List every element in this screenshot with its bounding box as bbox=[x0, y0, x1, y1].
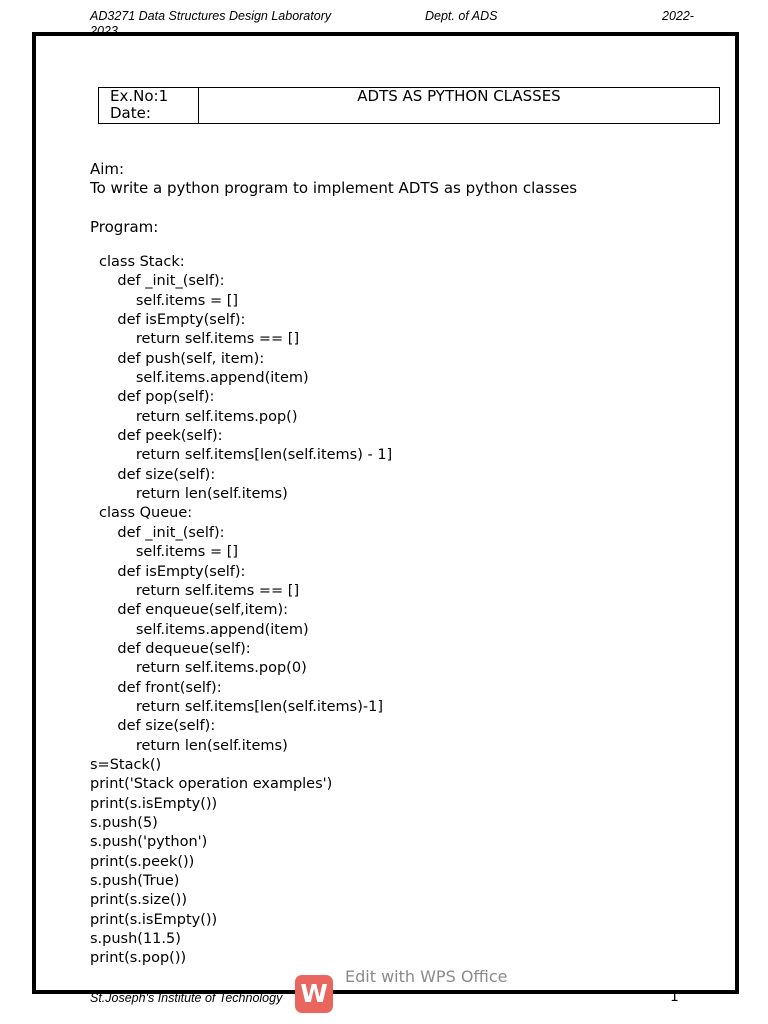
aim-heading: Aim: bbox=[90, 160, 125, 178]
program-heading: Program: bbox=[90, 218, 159, 236]
footer-institute: St.Joseph's Institute of Technology bbox=[90, 991, 283, 1005]
code-line: return len(self.items) bbox=[99, 737, 288, 754]
header-year-overflow: 2023 bbox=[90, 24, 118, 38]
code-line: return self.items == [] bbox=[99, 582, 300, 599]
page-header bbox=[0, 0, 768, 38]
code-line: s.push('python') bbox=[90, 834, 208, 851]
code-line: def _init_(self): bbox=[99, 273, 225, 290]
code-line: print(s.pop()) bbox=[90, 950, 187, 967]
code-line: print(s.isEmpty()) bbox=[90, 911, 218, 928]
code-line: class Queue: bbox=[99, 505, 193, 522]
wps-edit-label: Edit with WPS Office bbox=[345, 967, 508, 986]
code-line: def dequeue(self): bbox=[99, 640, 251, 657]
exercise-meta-cell bbox=[99, 88, 199, 123]
header-department: Dept. of ADS bbox=[425, 9, 498, 23]
exercise-number: Ex.No:1 bbox=[110, 87, 169, 105]
code-line: def isEmpty(self): bbox=[99, 563, 246, 580]
code-line: return self.items[len(self.items)-1] bbox=[99, 698, 383, 715]
wps-edit-link[interactable] bbox=[345, 967, 508, 990]
page-footer bbox=[0, 967, 768, 1024]
code-line: return len(self.items) bbox=[99, 486, 288, 503]
aim-text: To write a python program to implement ADTS as python classes bbox=[90, 179, 578, 197]
code-line: return self.items.pop() bbox=[99, 408, 298, 425]
code-line: s.push(True) bbox=[90, 873, 180, 889]
page-number: 1 bbox=[670, 989, 679, 1005]
code-line: def size(self): bbox=[99, 466, 216, 483]
exercise-info-table bbox=[98, 87, 720, 124]
code-line: s=Stack() bbox=[90, 756, 162, 773]
code-line: print(s.peek()) bbox=[90, 853, 195, 870]
code-line: def pop(self): bbox=[99, 389, 215, 406]
exercise-title: ADTS AS PYTHON CLASSES bbox=[357, 87, 561, 105]
code-line: def enqueue(self,item): bbox=[99, 602, 288, 619]
header-course-title: AD3271 Data Structures Design Laboratory bbox=[90, 9, 332, 23]
code-line: self.items = [] bbox=[99, 544, 239, 561]
code-line: s.push(5) bbox=[90, 814, 158, 831]
wps-logo-icon[interactable]: W bbox=[295, 975, 333, 1013]
code-line: def size(self): bbox=[99, 718, 216, 735]
code-line: self.items.append(item) bbox=[99, 370, 309, 387]
code-line: print(s.size()) bbox=[90, 892, 187, 909]
code-line: class Stack: bbox=[99, 254, 185, 270]
code-line: return self.items.pop(0) bbox=[99, 660, 307, 677]
code-line: return self.items == [] bbox=[99, 331, 300, 348]
code-line: print('Stack operation examples') bbox=[90, 776, 333, 793]
code-line: self.items.append(item) bbox=[99, 621, 309, 638]
code-line: return self.items[len(self.items) - 1] bbox=[99, 447, 393, 464]
code-line: def isEmpty(self): bbox=[99, 312, 246, 329]
exercise-date: Date: bbox=[110, 104, 151, 122]
code-line: def _init_(self): bbox=[99, 524, 225, 541]
header-year: 2022- bbox=[662, 9, 694, 23]
code-line: def push(self, item): bbox=[99, 350, 265, 367]
code-line: def peek(self): bbox=[99, 428, 223, 445]
code-line: def front(self): bbox=[99, 679, 222, 696]
code-line: s.push(11.5) bbox=[90, 931, 181, 948]
code-line: self.items = [] bbox=[99, 292, 239, 309]
code-line: print(s.isEmpty()) bbox=[90, 795, 218, 812]
program-code bbox=[90, 253, 393, 969]
